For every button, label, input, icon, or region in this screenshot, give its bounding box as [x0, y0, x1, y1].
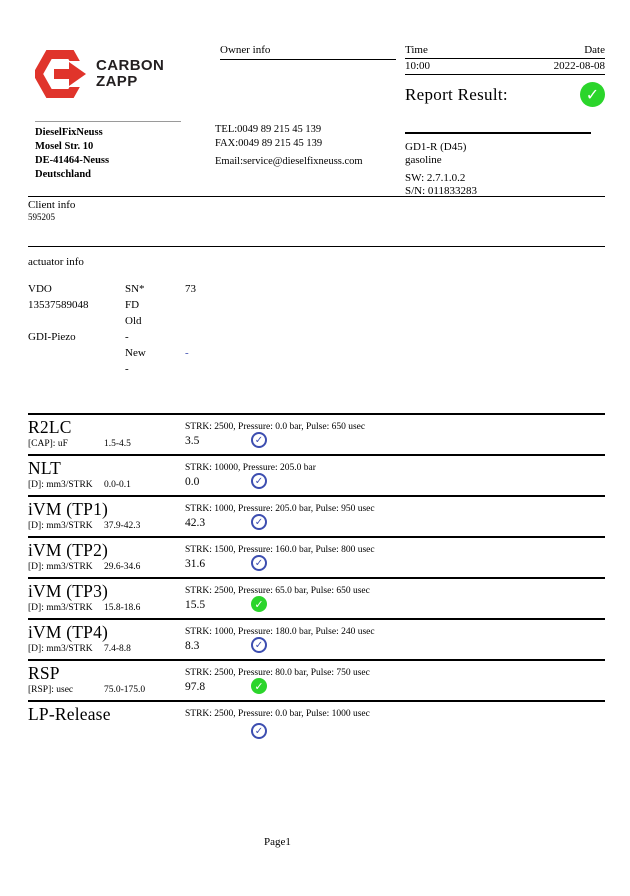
test-range: 29.6-34.6: [104, 562, 141, 572]
test-range: 0.0-0.1: [104, 480, 131, 490]
machine-sw: SW: 2.7.1.0.2: [405, 172, 466, 184]
test-row: [28, 454, 605, 495]
test-row: [28, 495, 605, 536]
test-sub: [D]: mm3/STRK: [28, 644, 93, 654]
test-row: [28, 618, 605, 659]
test-range: 15.8-18.6: [104, 603, 141, 613]
test-row: [28, 700, 605, 741]
check-pass-green-icon: ✓: [251, 596, 267, 612]
actuator-cell-c3: [185, 313, 305, 329]
owner-info-heading: Owner info: [220, 44, 396, 60]
actuator-row: [28, 297, 305, 313]
actuator-cell-c1: VDO: [28, 283, 52, 295]
check-pass-blue-icon: ✓: [251, 723, 267, 739]
test-range: 37.9-42.3: [104, 521, 141, 531]
test-row: [28, 413, 605, 454]
owner-contact-block: [215, 123, 363, 169]
test-params: STRK: 2500, Pressure: 80.0 bar, Pulse: 750 usec: [185, 668, 370, 678]
test-title: iVM (TP3): [28, 581, 109, 601]
client-info-value: 595205: [28, 212, 55, 222]
actuator-cell-c2: -: [125, 363, 129, 375]
actuator-info-heading: actuator info: [28, 256, 84, 268]
actuator-cell-c1: [28, 345, 125, 361]
test-params: STRK: 1500, Pressure: 160.0 bar, Pulse: 800 usec: [185, 545, 375, 555]
actuator-cell-c2: SN*: [125, 283, 145, 295]
test-value: 31.6: [185, 558, 206, 570]
owner-name: DieselFixNeuss: [35, 127, 103, 138]
test-title: iVM (TP1): [28, 499, 109, 519]
actuator-row: [28, 345, 305, 361]
test-value: 0.0: [185, 476, 200, 488]
test-range: 75.0-175.0: [104, 685, 146, 695]
test-value: 3.5: [185, 435, 200, 447]
page-number: Page1: [264, 836, 291, 848]
client-section-divider: [28, 196, 605, 197]
actuator-cell-c3: [185, 297, 305, 313]
test-params: STRK: 1000, Pressure: 180.0 bar, Pulse: 240 usec: [185, 627, 375, 637]
time-date-block: [405, 44, 605, 75]
machine-info-block: [405, 132, 591, 198]
owner-tel: TEL:0049 89 215 45 139: [215, 124, 322, 135]
date-label: Date: [584, 44, 605, 56]
logo-line1: CARBON: [96, 57, 165, 74]
logo-wordmark: [96, 58, 164, 90]
test-range: 7.4-8.8: [104, 644, 131, 654]
actuator-cell-c3: -: [185, 347, 189, 359]
check-pass-blue-icon: ✓: [251, 473, 267, 489]
client-info-heading: Client info: [28, 199, 76, 211]
test-value: 42.3: [185, 517, 206, 529]
test-range: 1.5-4.5: [104, 439, 131, 449]
test-sub: [D]: mm3/STRK: [28, 562, 93, 572]
test-params: STRK: 2500, Pressure: 0.0 bar, Pulse: 1000 usec: [185, 709, 370, 719]
report-result: [405, 82, 605, 107]
test-row: [28, 536, 605, 577]
test-params: STRK: 2500, Pressure: 65.0 bar, Pulse: 650 usec: [185, 586, 370, 596]
check-pass-blue-icon: ✓: [251, 514, 267, 530]
test-sub: [D]: mm3/STRK: [28, 480, 93, 490]
machine-model: GD1-R (D45): [405, 141, 467, 153]
actuator-cell-c2: New: [125, 347, 146, 359]
actuator-cell-c1: [28, 313, 125, 329]
test-sub: [D]: mm3/STRK: [28, 521, 93, 531]
report-result-label: Report Result:: [405, 84, 508, 104]
test-title: iVM (TP2): [28, 540, 109, 560]
actuator-row: [28, 361, 305, 377]
test-value: 15.5: [185, 599, 206, 611]
owner-street: Mosel Str. 10: [35, 141, 94, 152]
time-date-header-row: [405, 44, 605, 59]
test-params: STRK: 10000, Pressure: 205.0 bar: [185, 463, 316, 473]
time-value: 10:00: [405, 60, 431, 72]
test-results-table: [28, 413, 605, 741]
carbon-zapp-logo: [35, 50, 164, 98]
machine-fuel: gasoline: [405, 154, 442, 166]
actuator-cell-c2: -: [125, 331, 129, 343]
actuator-cell-c1: GDI-Piezo: [28, 331, 76, 343]
actuator-cell-c3: 73: [185, 283, 196, 295]
test-sub: [RSP]: usec: [28, 685, 74, 695]
time-label: Time: [405, 44, 428, 56]
test-row: [28, 577, 605, 618]
test-title: R2LC: [28, 417, 72, 437]
test-title: iVM (TP4): [28, 622, 109, 642]
actuator-cell-c1: 13537589048: [28, 299, 89, 311]
test-value: 8.3: [185, 640, 200, 652]
owner-fax: FAX:0049 89 215 45 139: [215, 138, 323, 149]
time-date-value-row: [405, 59, 605, 75]
actuator-grid: [28, 281, 305, 377]
owner-country: Deutschland: [35, 169, 92, 180]
date-value: 2022-08-08: [553, 60, 605, 72]
machine-sn: S/N: 011833283: [405, 185, 478, 197]
carbon-zapp-logo-icon: [35, 50, 87, 98]
owner-city: DE-41464-Neuss: [35, 155, 110, 166]
test-sub: [CAP]: uF: [28, 439, 68, 449]
test-sub: [D]: mm3/STRK: [28, 603, 93, 613]
test-params: STRK: 2500, Pressure: 0.0 bar, Pulse: 650 usec: [185, 422, 366, 432]
owner-email: Email:service@dieselfixneuss.com: [215, 156, 363, 167]
test-row: [28, 659, 605, 700]
test-title: LP-Release: [28, 704, 111, 724]
check-pass-blue-icon: ✓: [251, 432, 267, 448]
check-pass-blue-icon: ✓: [251, 637, 267, 653]
actuator-cell-c3: [185, 361, 305, 377]
owner-address-block: [35, 121, 181, 182]
test-title: RSP: [28, 663, 60, 683]
test-params: STRK: 1000, Pressure: 205.0 bar, Pulse: 950 usec: [185, 504, 375, 514]
actuator-cell-c2: Old: [125, 315, 142, 327]
check-pass-blue-icon: ✓: [251, 555, 267, 571]
test-value: 97.8: [185, 681, 206, 693]
actuator-section-divider: [28, 246, 605, 247]
actuator-cell-c3: [185, 329, 305, 345]
check-pass-green-icon: ✓: [251, 678, 267, 694]
report-result-pass-check-icon: ✓: [580, 82, 605, 107]
actuator-cell-c2: FD: [125, 299, 140, 311]
actuator-cell-c1: [28, 361, 125, 377]
logo-line2: ZAPP: [96, 73, 138, 90]
test-title: NLT: [28, 458, 62, 478]
actuator-row: [28, 281, 305, 297]
actuator-row: [28, 313, 305, 329]
actuator-row: [28, 329, 305, 345]
